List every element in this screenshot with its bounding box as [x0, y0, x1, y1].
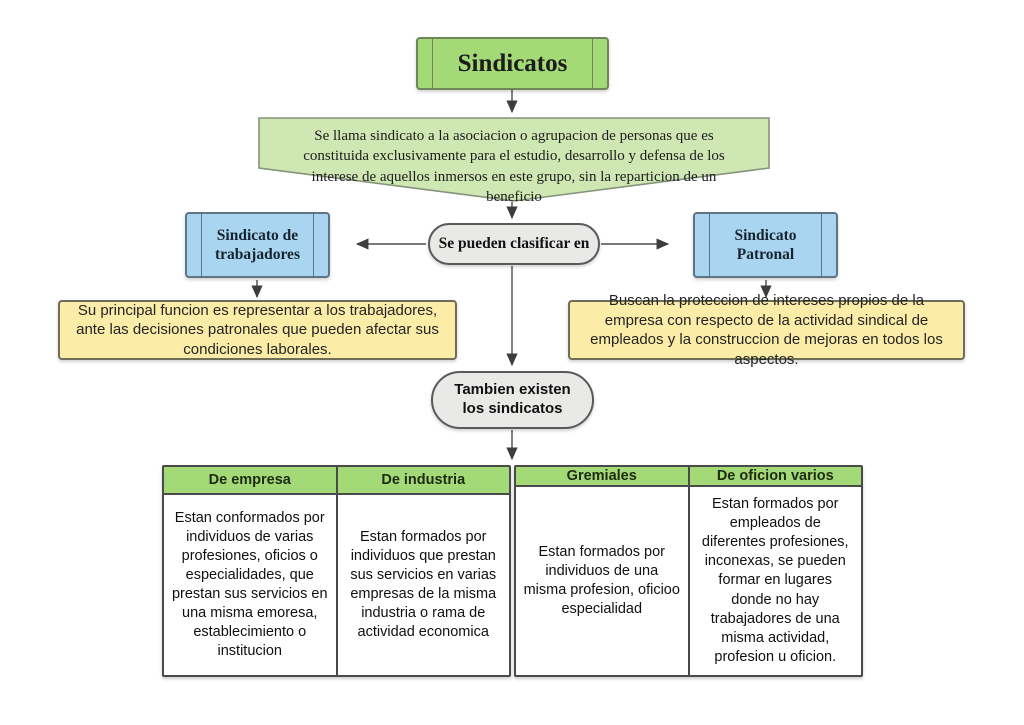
- employer-union-description: Buscan la proteccion de intereses propios de la empresa con respecto de la actividad sindical de empleados y la construccion de mejoras en todos los aspectos.: [590, 292, 943, 368]
- employer-union-label: Sindicato Patronal: [734, 226, 797, 263]
- definition-node: [258, 117, 770, 203]
- cell-de-oficion-varios: Estan formados por empleados de diferentes profesiones, inconexas, se pueden formar en lugares donde no hay trabajadores de una misma actividad, profesion u oficion.: [701, 495, 849, 665]
- union-types-table: [162, 465, 863, 677]
- union-types-left-table: [162, 465, 511, 677]
- table-body-row: [516, 487, 861, 675]
- workers-union-node: [185, 212, 330, 278]
- title-node: [416, 37, 609, 90]
- employer-union-note: [568, 292, 965, 368]
- cell-de-empresa: Estan conformados por individuos de varias profesiones, oficios o especialidades, que prestan sus servicios en una misma emoresa, establecimiento o institucion: [164, 495, 338, 675]
- table-header-row: [164, 467, 509, 495]
- column-header-gremiales: Gremiales: [516, 467, 690, 485]
- union-types-right-table: [514, 465, 863, 677]
- cell-gremiales: Estan formados por individuos de una misma profesion, oficioo especialidad: [516, 487, 690, 675]
- column-header-de-industria: De industria: [381, 472, 466, 488]
- also-exist-label: Tambien existen los sindicatos: [454, 381, 571, 417]
- workers-union-note: [58, 300, 457, 360]
- cell-de-industria: Estan formados por individuos que prestan sus servicios en varias empresas de la misma industria o rama de actividad economica: [350, 528, 497, 641]
- column-header-de-empresa: De empresa: [164, 467, 338, 493]
- table-header-row: [516, 467, 861, 487]
- table-body-row: [164, 495, 509, 675]
- employer-union-node: [693, 212, 838, 278]
- classifier-node: [428, 223, 600, 265]
- column-header-de-oficion-varios: De oficion varios: [716, 467, 834, 484]
- diagram-title: Sindicatos: [457, 49, 568, 77]
- classifier-label: Se pueden clasificar en: [438, 235, 590, 252]
- definition-text: Se llama sindicato a la asociacion o agrupacion de personas que es constituida exclusivamente para el estudio, desarrollo y defensa de los interese de aquellos inmersos en este grupo, sin la reparticion de un beneficio: [303, 128, 725, 205]
- also-exist-node: [431, 371, 594, 429]
- workers-union-description: Su principal funcion es representar a los trabajadores, ante las decisiones patronales que pueden afectar sus condiciones laborales.: [76, 301, 439, 358]
- workers-union-label: Sindicato de trabajadores: [215, 226, 300, 263]
